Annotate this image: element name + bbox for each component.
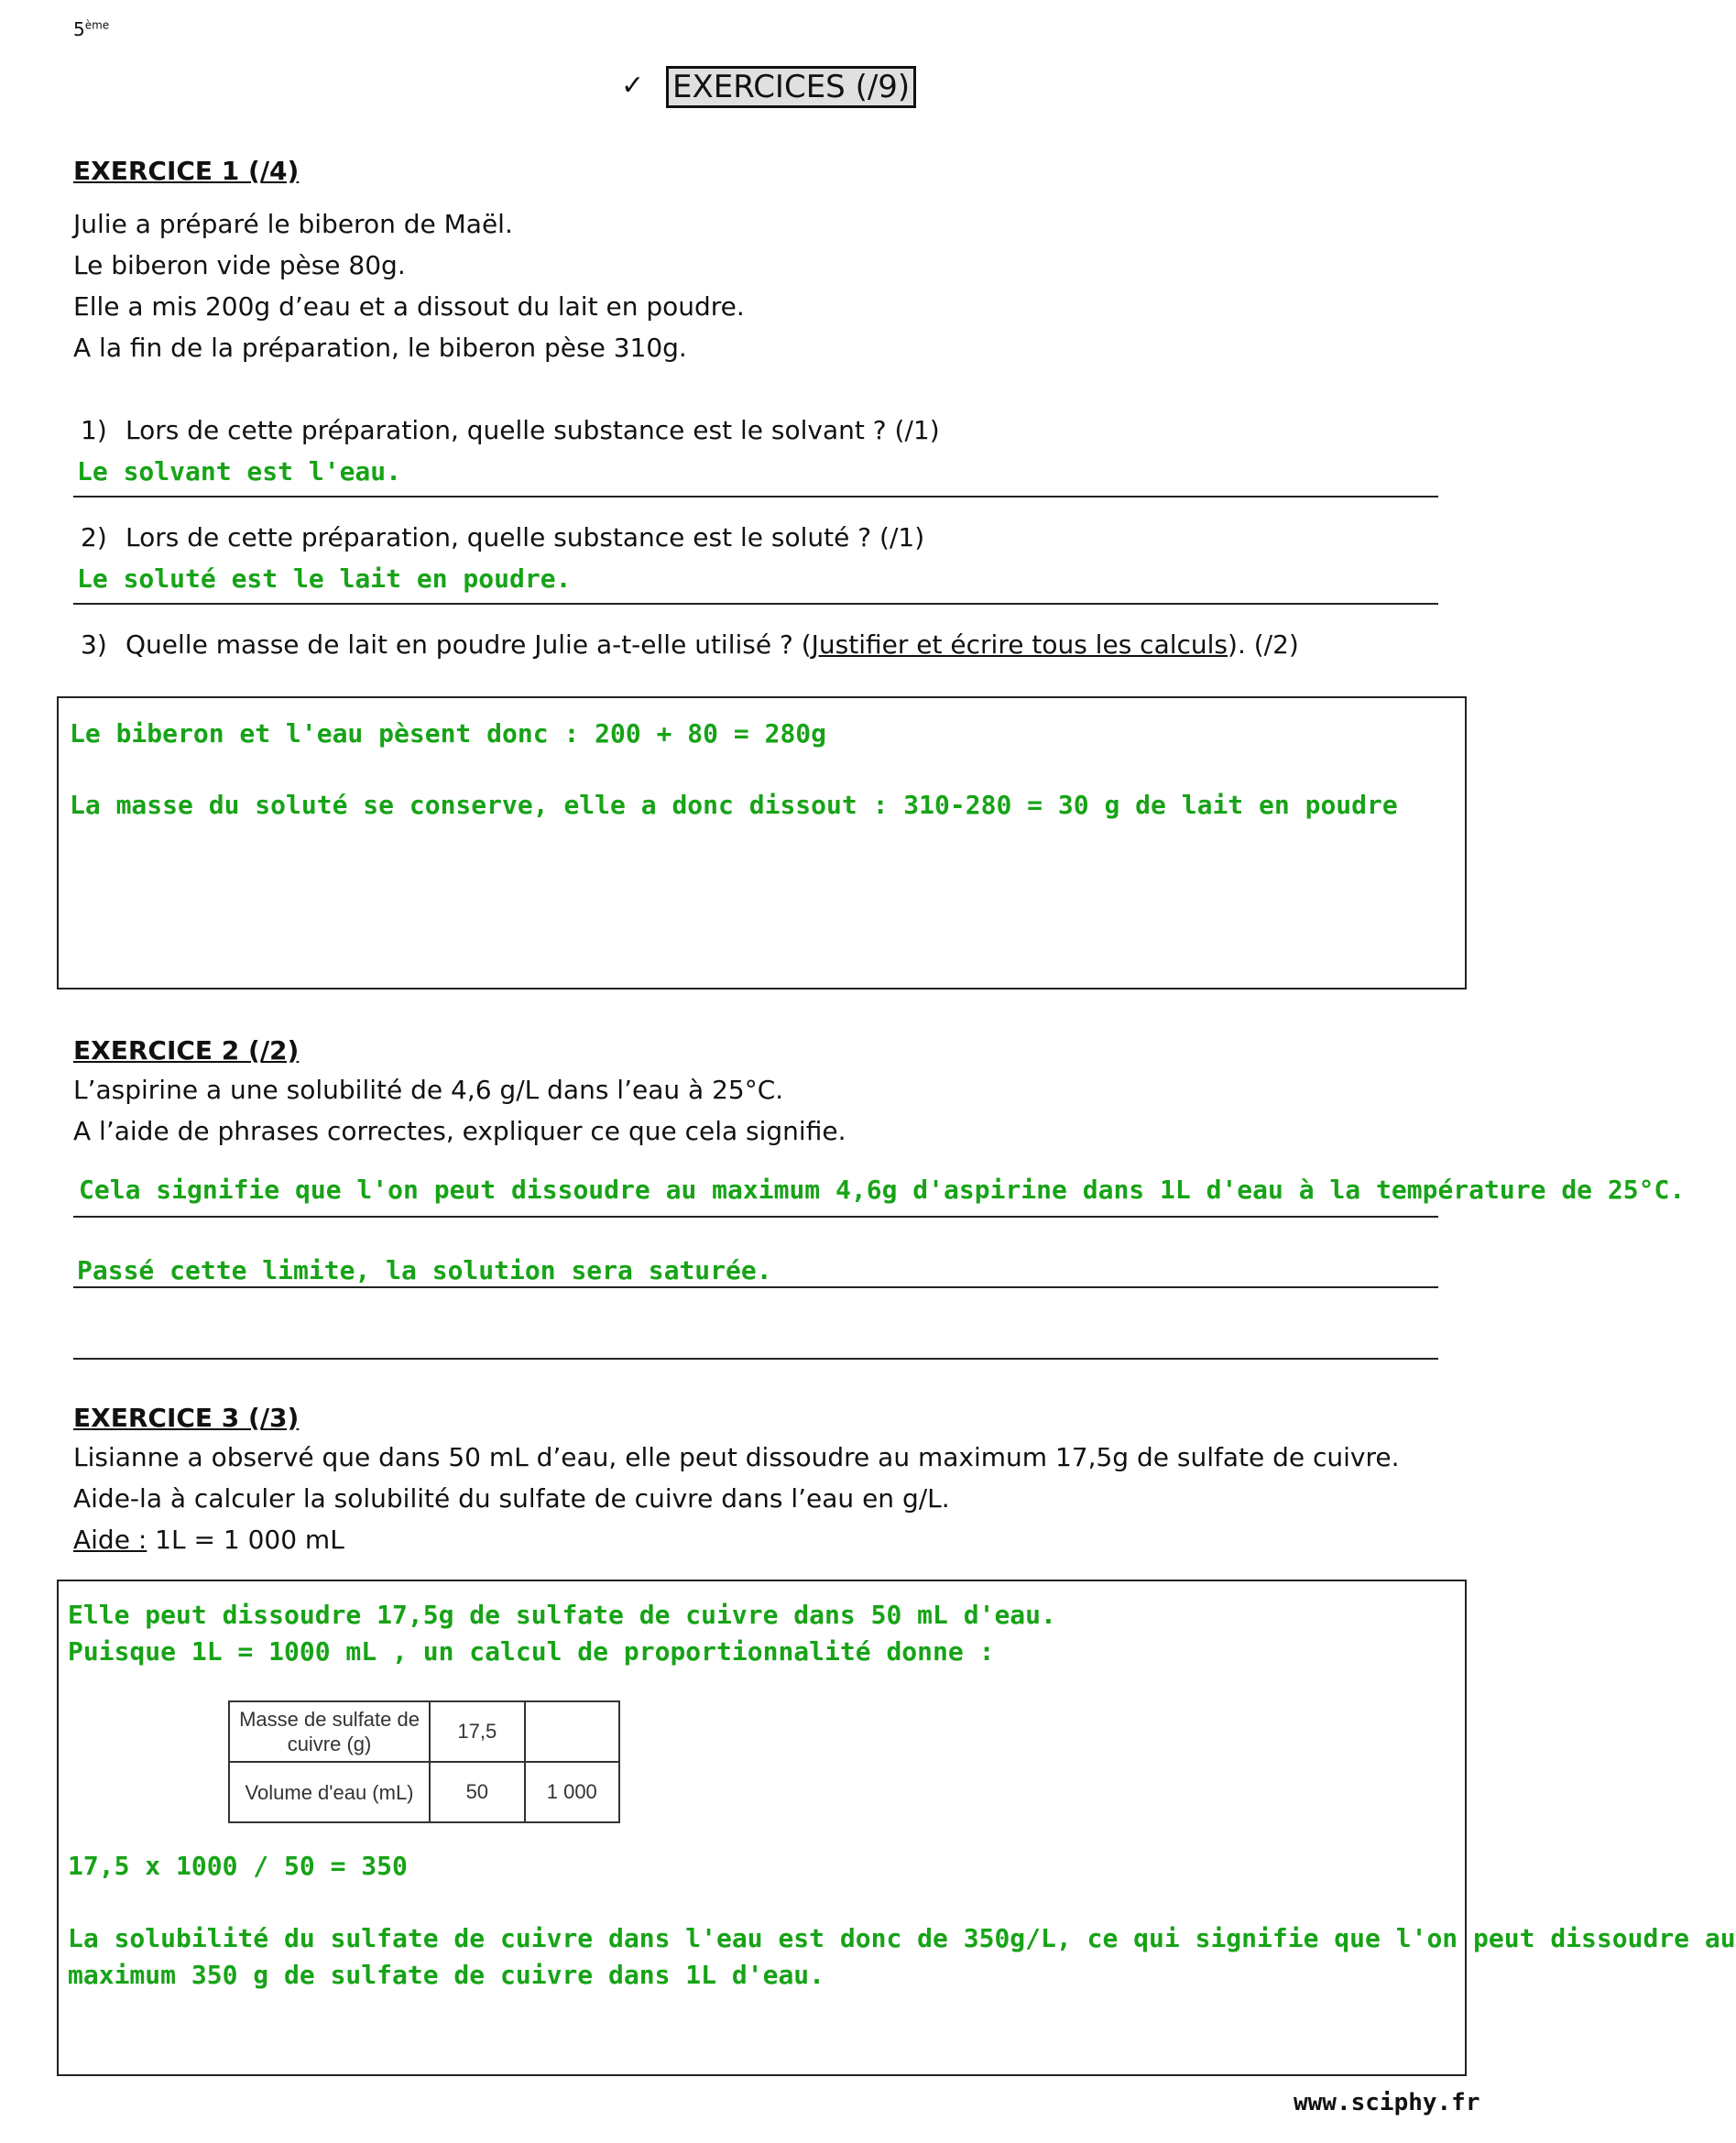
table-cell: 17,5 — [430, 1701, 524, 1762]
q3-answer-line-2: La masse du soluté se conserve, elle a donc dissout : 310-280 = 30 g de lait en poudre — [70, 790, 1398, 820]
q3-answer-line-1: Le biberon et l'eau pèsent donc : 200 + 80 = 280g — [70, 718, 827, 749]
q1-text: Lors de cette préparation, quelle substance est le solvant ? (/1) — [126, 415, 940, 445]
q2-answer: Le soluté est le lait en poudre. — [77, 563, 572, 594]
class-level: 5ème — [73, 18, 110, 40]
ex1-line-1: Julie a préparé le biberon de Maël. — [73, 209, 513, 239]
ex2-line-2: A l’aide de phrases correctes, expliquer ce que cela signifie. — [73, 1116, 846, 1146]
table-cell: 50 — [430, 1762, 524, 1822]
answer-line — [73, 1358, 1438, 1360]
ex3-answer-line-1: Elle peut dissoudre 17,5g de sulfate de cuivre dans 50 mL d'eau. — [68, 1600, 1056, 1630]
table-row — [229, 1701, 619, 1762]
ex2-answer-2: Passé cette limite, la solution sera saturée. — [77, 1255, 772, 1285]
table-row — [229, 1762, 619, 1822]
exercise-2-heading: EXERCICE 2 (/2) — [73, 1035, 300, 1066]
q3-number: 3) — [81, 629, 107, 660]
table-cell-label: Masse de sulfate de cuivre (g) — [229, 1701, 430, 1762]
q3-answer-box — [57, 696, 1467, 989]
answer-line — [73, 1286, 1438, 1288]
answer-line — [73, 496, 1438, 497]
ex3-aide: Aide : 1L = 1 000 mL — [73, 1525, 344, 1555]
answer-line — [73, 1216, 1438, 1218]
table-cell: 1 000 — [525, 1762, 619, 1822]
ex2-answer-1: Cela signifie que l'on peut dissoudre au maximum 4,6g d'aspirine dans 1L d'eau à la température de 25°C. — [79, 1175, 1686, 1205]
ex3-answer-line-4: maximum 350 g de sulfate de cuivre dans 1L d'eau. — [68, 1960, 825, 1990]
q2-text: Lors de cette préparation, quelle substance est le soluté ? (/1) — [126, 522, 925, 552]
ex3-calculation: 17,5 x 1000 / 50 = 350 — [68, 1851, 408, 1881]
table-cell — [525, 1701, 619, 1762]
ex3-answer-line-2: Puisque 1L = 1000 mL , un calcul de proportionnalité donne : — [68, 1636, 995, 1667]
page-title: EXERCICES (/9) — [666, 66, 916, 108]
q1-answer: Le solvant est l'eau. — [77, 456, 402, 487]
footer-site: www.sciphy.fr — [1294, 2089, 1480, 2116]
ex3-line-2: Aide-la à calculer la solubilité du sulfate de cuivre dans l’eau en g/L. — [73, 1483, 950, 1514]
ex3-line-1: Lisianne a observé que dans 50 mL d’eau, elle peut dissoudre au maximum 17,5g de sulfate de cuivre. — [73, 1442, 1400, 1472]
ex1-line-3: Elle a mis 200g d’eau et a dissout du lait en poudre. — [73, 291, 745, 322]
ex2-line-1: L’aspirine a une solubilité de 4,6 g/L dans l’eau à 25°C. — [73, 1075, 784, 1105]
q3-text: Quelle masse de lait en poudre Julie a-t-elle utilisé ? (Justifier et écrire tous les calculs). (/2) — [126, 629, 1299, 660]
ex1-line-4: A la fin de la préparation, le biberon pèse 310g. — [73, 333, 687, 363]
ex3-answer-line-3: La solubilité du sulfate de cuivre dans l'eau est donc de 350g/L, ce qui signifie que l'on peut dissoudre au — [68, 1923, 1736, 1953]
exercise-3-heading: EXERCICE 3 (/3) — [73, 1403, 300, 1433]
q1-number: 1) — [81, 415, 107, 445]
check-icon: ✓ — [621, 70, 645, 102]
exercise-1-heading: EXERCICE 1 (/4) — [73, 156, 300, 186]
q2-number: 2) — [81, 522, 107, 552]
answer-line — [73, 603, 1438, 605]
proportion-table — [228, 1700, 620, 1823]
ex1-line-2: Le biberon vide pèse 80g. — [73, 250, 406, 280]
table-cell-label: Volume d'eau (mL) — [229, 1762, 430, 1822]
ex3-answer-box — [57, 1580, 1736, 2076]
